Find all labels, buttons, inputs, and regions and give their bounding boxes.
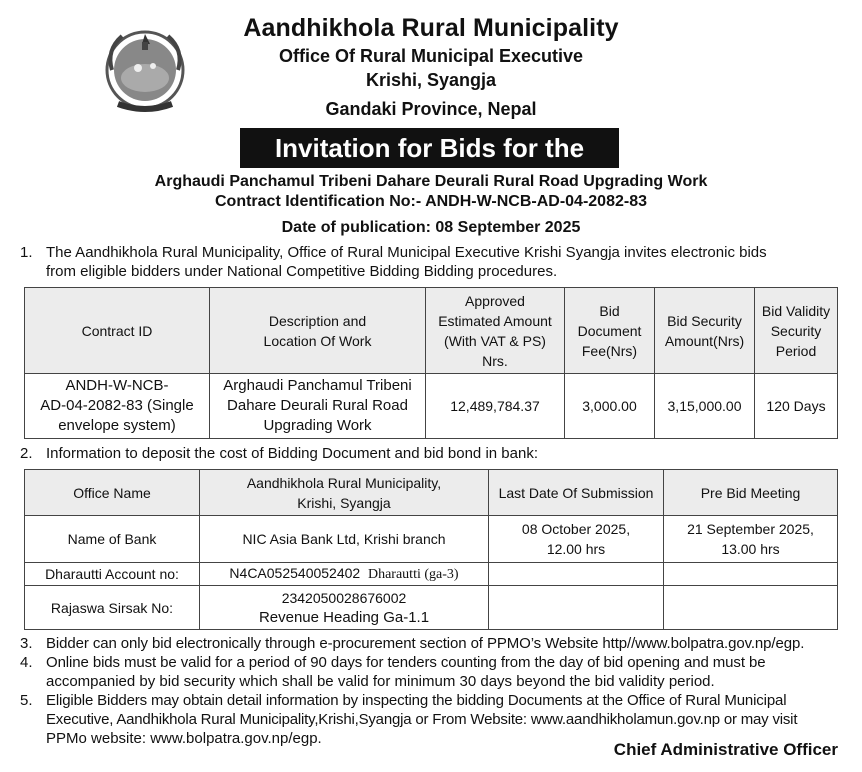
cell-validity: 120 Days: [755, 374, 838, 439]
cell-fee: 3,000.00: [565, 374, 655, 439]
cell-empty: [664, 563, 838, 586]
cell-empty: [664, 586, 838, 630]
project-name: Arghaudi Panchamul Tribeni Dahare Deurali Rural Road Upgrading Work: [154, 173, 708, 190]
table-row: [25, 586, 838, 630]
cell-empty: [489, 586, 664, 630]
location: Krishi, Syangja: [365, 70, 497, 90]
cell-pre-bid: 21 September 2025, 13.00 hrs: [664, 516, 838, 563]
col-pre-bid: Pre Bid Meeting: [664, 470, 838, 516]
col-office-value: Aandhikhola Rural Municipality, Krishi, Syangja: [200, 470, 489, 516]
province: Gandaki Province, Nepal: [325, 99, 537, 119]
office-name: Office Of Rural Municipal Executive: [278, 46, 584, 66]
para3-text: Bidder can only bid electronically through e-procurement section of PPMO’s Website http//www.bolpatra.gov.np/egp.: [46, 635, 805, 652]
para5-line1: Eligible Bidders may obtain detail information by inspecting the bidding Documents at the Office of Rural Municipal: [46, 692, 787, 709]
contract-table-header: [25, 288, 838, 374]
publication-date: Date of publication: 08 September 2025: [281, 219, 581, 236]
cell-contract-id: ANDH-W-NCB- AD-04-2082-83 (Single envelope system): [25, 374, 210, 439]
cell-empty: [489, 563, 664, 586]
table-row: [25, 563, 838, 586]
notice-title: Invitation for Bids for the: [240, 128, 619, 168]
para4-line2: accompanied by bid security which shall be valid for minimum 30 days beyond the bid validity period.: [46, 673, 715, 690]
para4-line1: Online bids must be valid for a period of 90 days for tenders counting from the day of bid opening and must be: [46, 654, 766, 671]
bank-table-header: [25, 470, 838, 516]
cell-account-label: Dharautti Account no:: [25, 563, 200, 586]
cell-security: 3,15,000.00: [655, 374, 755, 439]
table-row: [25, 374, 838, 439]
col-last-date: Last Date Of Submission: [489, 470, 664, 516]
col-document-fee: Bid Document Fee(Nrs): [565, 288, 655, 374]
col-estimated-amount: Approved Estimated Amount (With VAT & PS) Nrs.: [426, 288, 565, 374]
para5-line3: PPMo website: www.bolpatra.gov.np/egp.: [46, 730, 322, 747]
para4-number: 4.: [20, 654, 33, 671]
signature: Chief Administrative Officer: [613, 740, 838, 759]
para2-number: 2.: [20, 445, 33, 462]
cell-amount: 12,489,784.37: [426, 374, 565, 439]
col-bid-security: Bid Security Amount(Nrs): [655, 288, 755, 374]
cell-bank-label: Name of Bank: [25, 516, 200, 563]
col-bid-validity: Bid Validity Security Period: [755, 288, 838, 374]
org-name: Aandhikhola Rural Municipality: [243, 14, 619, 42]
col-office-name: Office Name: [25, 470, 200, 516]
para5-line2: Executive, Aandhikhola Rural Municipality,Krishi,Syangja or From Website: www.aandhikholamun.gov.np or may visit: [46, 711, 798, 728]
col-description: Description and Location Of Work: [210, 288, 426, 374]
para3-number: 3.: [20, 635, 33, 652]
bank-table: [24, 469, 838, 630]
contract-table: [24, 287, 838, 439]
contract-identification: Contract Identification No:- ANDH-W-NCB-AD-04-2082-83: [215, 193, 647, 210]
para2-text: Information to deposit the cost of Bidding Document and bid bond in bank:: [46, 445, 538, 462]
para5-number: 5.: [20, 692, 33, 709]
cell-rajaswa-value: 2342050028676002 Revenue Heading Ga-1.1: [200, 586, 489, 630]
cell-last-date: 08 October 2025, 12.00 hrs: [489, 516, 664, 563]
para1-number: 1.: [20, 244, 33, 261]
cell-description: Arghaudi Panchamul Tribeni Dahare Deurali Rural Road Upgrading Work: [210, 374, 426, 439]
para1-line2: from eligible bidders under National Competitive Bidding Bidding procedures.: [46, 263, 558, 280]
cell-rajaswa-label: Rajaswa Sirsak No:: [25, 586, 200, 630]
cell-bank-value: NIC Asia Bank Ltd, Krishi branch: [200, 516, 489, 563]
table-row: [25, 516, 838, 563]
col-contract-id: Contract ID: [25, 288, 210, 374]
para1-line1: The Aandhikhola Rural Municipality, Office of Rural Municipal Executive Krishi Syangja invites electronic bids: [46, 244, 767, 261]
cell-account-value: N4CA052540052402 Dharautti (ga-3): [200, 563, 489, 586]
